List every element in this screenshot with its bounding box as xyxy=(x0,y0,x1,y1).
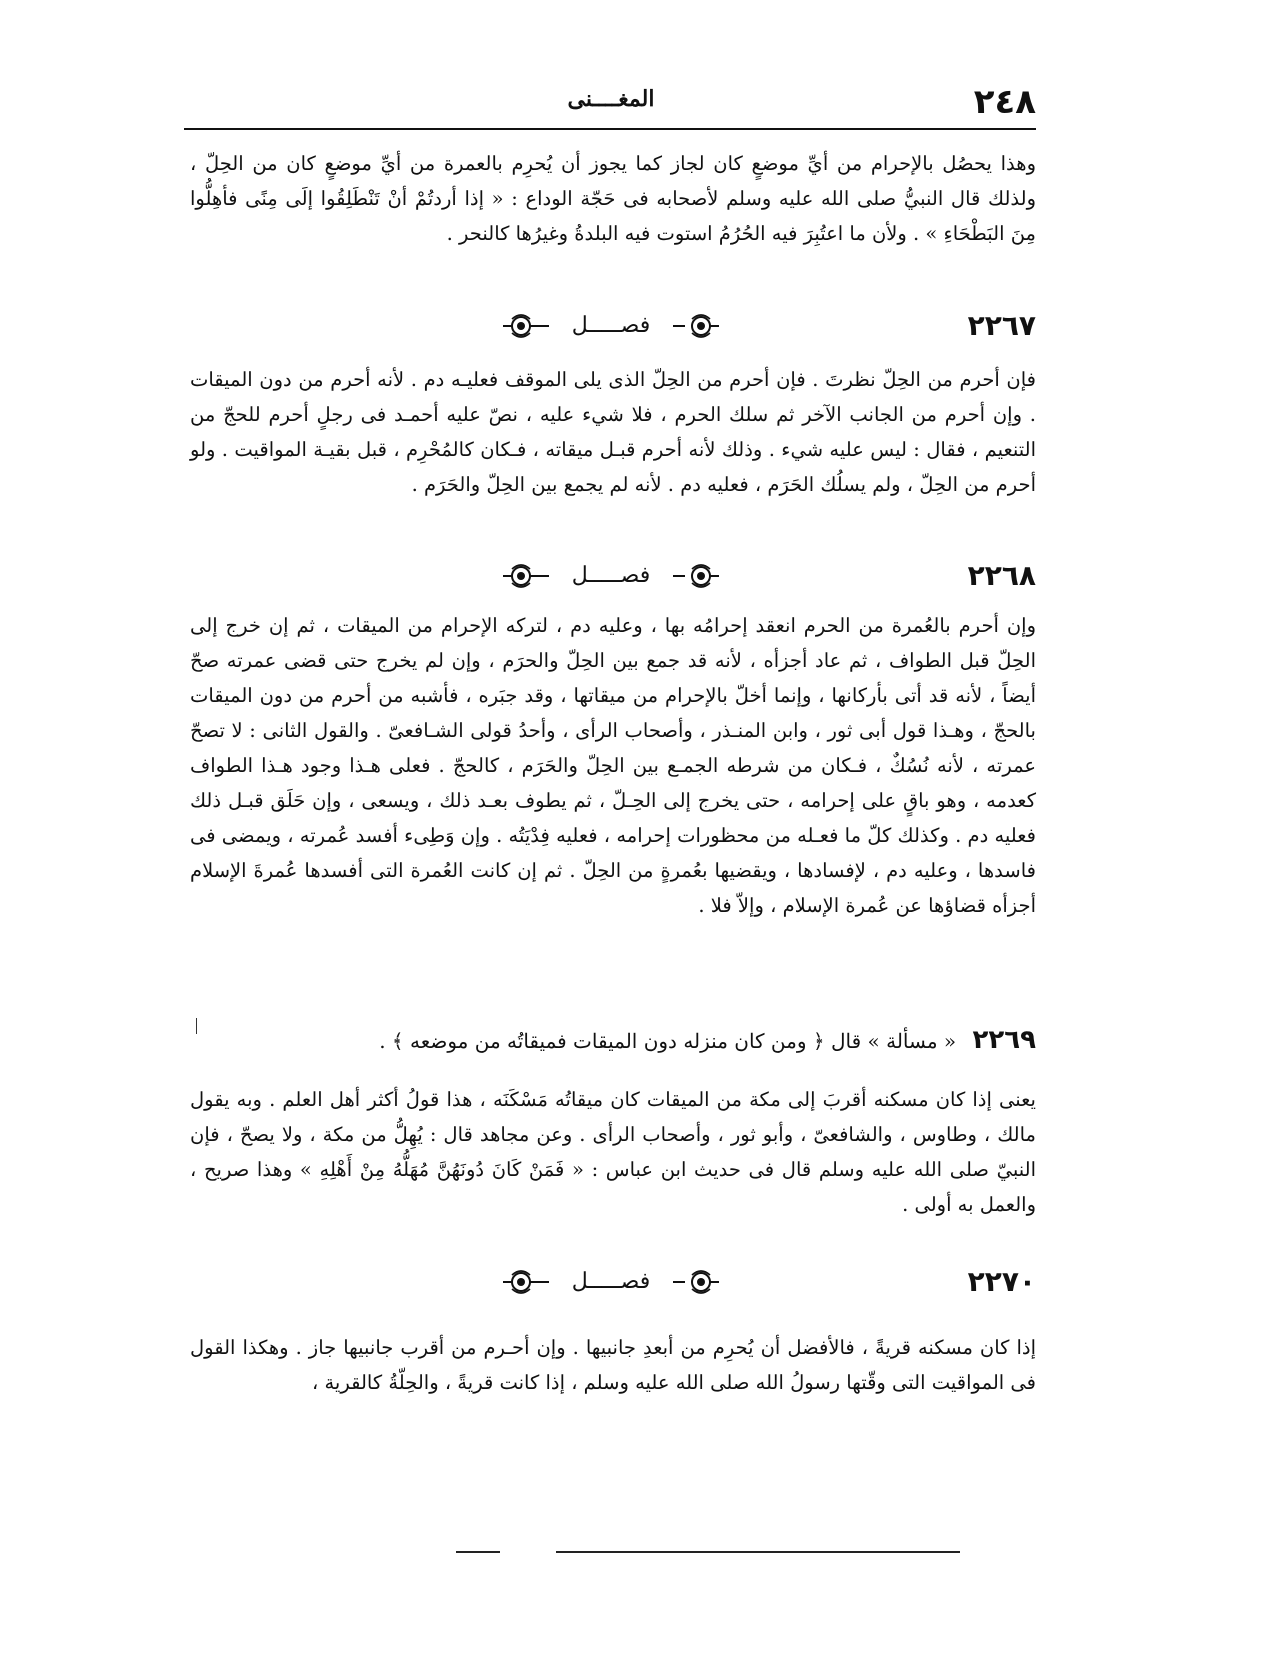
section-number: ٢٢٧٠ xyxy=(967,1265,1036,1298)
ornament-right-icon xyxy=(671,1269,721,1295)
ornament-left-icon xyxy=(501,1269,551,1295)
issue-number: ٢٢٦٩ xyxy=(972,1025,1036,1055)
page-header xyxy=(186,82,1036,128)
running-title: المغــــنى xyxy=(567,86,655,112)
section-heading-2267 xyxy=(186,306,1036,346)
ornament-right-icon xyxy=(671,563,721,589)
paragraph-1: وهذا يحصُل بالإحرام من أيِّ موضعٍ كان لجاز كما يجوز أن يُحرِم بالعمرة من أيِّ موضعٍ كان من الحِلّ ، ولذلك قال النبيُّ صلى الله عليه وسلم لأصحابه فى حَجّة الوداع : « إذا أردتُمْ أنْ تَنْطَلِقُوا إلَى مِنًى فأهِلُّوا مِنَ البَطْحَاءِ » . ولأن ما اعتُبِرَ فيه الحُرُمُ استوت فيه البلدةُ وغيرُها كالنحر . xyxy=(190,152,1036,245)
issue-text: « مسألة » قال ﴿ ومن كان منزله دون الميقات فميقاتُه من موضعه ﴾ . xyxy=(379,1029,957,1053)
ornament-left-icon xyxy=(501,563,551,589)
section-number: ٢٢٦٨ xyxy=(967,559,1036,592)
paragraph-4: يعنى إذا كان مسكنه أقربَ إلى مكة من الميقات كان ميقاتُه مَسْكَنَه ، هذا قولُ أكثر أهل العلم . وبه يقول مالك ، وطاوس ، والشافعىّ ، وأبو ثور ، وأصحاب الرأى . وعن مجاهد قال : يُهِلُّ من مكة ، ولا يصحّ ، فإن النبيّ صلى الله عليه وسلم قال فى حديث ابن عباس : « فَمَنْ كَانَ دُونَهُنَّ مُهَلُّهُ مِنْ أَهْلِهِ » وهذا صريح ، والعمل به أولى . xyxy=(190,1088,1036,1216)
section-title xyxy=(186,306,1036,346)
paragraph-2: فإن أحرم من الحِلّ نظرتَ . فإن أحرم من الحِلّ الذى يلى الموقف فعليـه دم . لأنه أحرم من دون الميقات . وإن أحرم من الجانب الآخر ثم سلك الحرم ، فلا شيء عليه ، نصّ عليه أحمـد فى رجلٍ أحرم للحجّ من التنعيم ، فقال : ليس عليه شيء . وذلك لأنه أحرم قبـل ميقاته ، فـكان كالمُحْرِم ، قبل بقيـة المواقيت . ولو أحرم من الحِلّ ، ولم يسلُك الحَرَم ، فعليه دم . لأنه لم يجمع بين الحِلّ والحَرَم . xyxy=(190,368,1036,496)
ornament-left-icon xyxy=(501,313,551,339)
section-title xyxy=(186,1262,1036,1302)
footer-rule-long xyxy=(556,1551,960,1553)
page-number: ٢٤٨ xyxy=(973,82,1036,122)
section-title xyxy=(186,556,1036,596)
section-heading-2268 xyxy=(186,556,1036,596)
issue-line-2269 xyxy=(190,1022,1036,1059)
section-word: فصـــــل xyxy=(571,563,651,588)
paragraph-5: إذا كان مسكنه قريةً ، فالأفضل أن يُحرِم من أبعدِ جانبيها . وإن أحـرم من أقرب جانبيها جاز . وهكذا القول فى المواقيت التى وقّتها رسولُ الله صلى الله عليه وسلم ، إذا كانت قريةً ، والحِلّةُ كالقرية ، xyxy=(190,1336,1036,1394)
section-heading-2270 xyxy=(186,1262,1036,1302)
ornament-right-icon xyxy=(671,313,721,339)
header-rule xyxy=(184,128,1036,130)
footer-rule-short xyxy=(456,1551,500,1553)
section-word: فصـــــل xyxy=(571,1269,651,1294)
paragraph-3: وإن أحرم بالعُمرة من الحرم انعقد إحرامُه بها ، وعليه دم ، لتركه الإحرام من الميقات ، ثم إن خرج إلى الحِلّ قبل الطواف ، ثم عاد أجزأه ، لأنه قد جمع بين الحِلّ والحرَم ، وإن لم يخرج حتى قضى عمرته صحّ أيضاً ، لأنه قد أتى بأركانها ، وإنما أخلّ بالإحرام من ميقاتها ، وقد جبَره ، فأشبه من أحرم من دون الميقات بالحجّ ، وهـذا قول أبى ثور ، وابن المنـذر ، وأصحاب الرأى ، وأحدُ قولى الشـافعىّ . والقول الثانى : لا تصحّ عمرته ، لأنه نُسُكٌ ، فـكان من شرطه الجمـع بين الحِلّ والحَرَم ، كالحجّ . فعلى هـذا وجود هـذا الطواف كعدمه ، وهو باقٍ على إحرامه ، حتى يخرج إلى الحِـلّ ، ثم يطوف بعـد ذلك ، ويسعى ، وإن حَلَق قبـل ذلك فعليه دم . وكذلك كلّ ما فعـله من محظورات إحرامه ، فعليه فِدْيَتُه . وإن وَطِىء أفسد عُمرته ، ويمضى فى فاسدها ، وعليه دم ، لإفسادها ، ويقضيها بعُمرةٍ من الحِلّ . ثم إن كانت العُمرة التى أفسدها عُمرةَ الإسلام أجزأه قضاؤها عن عُمرة الإسلام ، وإلاّ فلا . xyxy=(190,614,1036,917)
section-number: ٢٢٦٧ xyxy=(967,309,1036,342)
section-word: فصـــــل xyxy=(571,313,651,338)
